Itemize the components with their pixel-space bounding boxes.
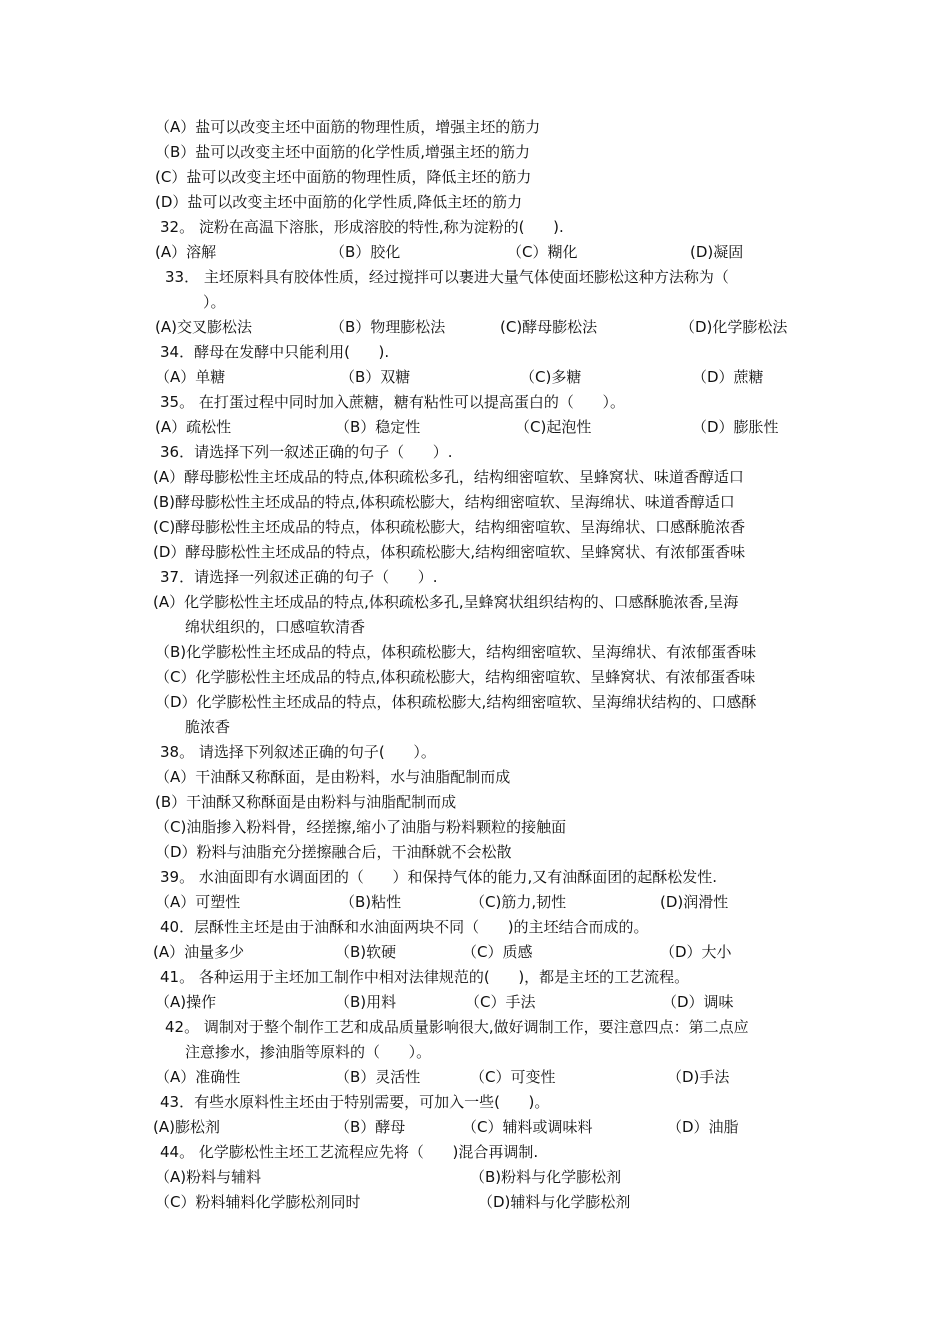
option-line: (A）化学膨松性主坯成品的特点,体积疏松多孔,呈蜂窝状组织结构的、口感酥脆浓香,呈海	[153, 593, 739, 611]
option-c: （C）可变性	[470, 1068, 556, 1086]
option-line: （D）化学膨松性主坯成品的特点，体积疏松膨大,结构细密喧软、呈海绵状结构的、口感酥	[155, 693, 757, 711]
question-stem: 38。 请选择下列叙述正确的句子( ）。	[160, 743, 436, 761]
question-stem: 44。 化学膨松性主坯工艺流程应先将（ )混合再调制.	[160, 1143, 539, 1161]
option-line: (D）酵母膨松性主坯成品的特点，体积疏松膨大,结构细密喧软、呈蜂窝状、有浓郁蛋香味	[153, 543, 746, 561]
option-a: (A）溶解	[155, 243, 217, 261]
option-d: （D）大小	[660, 943, 732, 961]
option-a: （A)操作	[155, 993, 217, 1011]
option-d: （D)化学膨松法	[680, 318, 788, 336]
option-a: (A）疏松性	[155, 418, 232, 436]
option-d: （D）调味	[662, 993, 734, 1011]
option-b: （B）双糖	[340, 368, 411, 386]
option-c: （C）糊化	[507, 243, 578, 261]
option-line: (B）干油酥又称酥面是由粉料与油脂配制而成	[155, 793, 457, 811]
question-stem: 41。 各种运用于主坯加工制作中相对法律规范的( )，都是主坯的工艺流程。	[160, 968, 690, 986]
option-c: （C）辅料或调味料	[462, 1118, 593, 1136]
question-stem: 37．请选择一列叙述正确的句子（ ）.	[160, 568, 438, 586]
question-stem: 33． 主坯原料具有胶体性质，经过搅拌可以裹进大量气体使面坯膨松这种方法称为（	[165, 268, 729, 286]
option-d: （D)手法	[667, 1068, 730, 1086]
option-b: （B）灵活性	[335, 1068, 421, 1086]
option-line: （C)油脂掺入粉料骨，经搓擦,缩小了油脂与粉料颗粒的接触面	[155, 818, 567, 836]
option-c: (C)酵母膨松法	[500, 318, 598, 336]
option-a: (A)膨松剂	[153, 1118, 220, 1136]
question-stem-cont: ）。	[203, 293, 226, 311]
option-d: （D)辅料与化学膨松剂	[478, 1193, 631, 1211]
option-line: (B)酵母膨松性主坯成品的特点,体积疏松膨大，结构细密喧软、呈海绵状、味道香醇适口	[153, 493, 735, 511]
option-a: (A）油量多少	[153, 943, 245, 961]
option-a: (A)交叉膨松法	[155, 318, 252, 336]
question-stem-cont: 注意掺水，掺油脂等原料的（ ）。	[185, 1043, 432, 1061]
option-a: （A)粉料与辅料	[155, 1168, 262, 1186]
option-line: (D）盐可以改变主坯中面筋的化学性质,降低主坯的筋力	[155, 193, 523, 211]
option-b: （B）酵母	[335, 1118, 406, 1136]
option-a: （A）准确性	[155, 1068, 241, 1086]
option-line-cont: 绵状组织的，口感喧软清香	[185, 618, 366, 636]
option-b: （B)软硬	[335, 943, 397, 961]
question-stem: 43．有些水原料性主坯由于特别需要，可加入一些( )。	[160, 1093, 550, 1111]
option-b: （B）胶化	[330, 243, 401, 261]
option-c: （C）质感	[462, 943, 533, 961]
option-line: （C）化学膨松性主坯成品的特点,体积疏松膨大，结构细密喧软、呈蜂窝状、有浓郁蛋香味	[155, 668, 756, 686]
question-stem: 35。 在打蛋过程中同时加入蔗糖，糖有粘性可以提高蛋白的（ ）。	[160, 393, 625, 411]
option-c: （C)多糖	[520, 368, 582, 386]
option-b: （B)用料	[335, 993, 397, 1011]
option-line: （D）粉料与油脂充分搓擦融合后，干油酥就不会松散	[155, 843, 512, 861]
option-line: （B)化学膨松性主坯成品的特点，体积疏松膨大，结构细密喧软、呈海绵状、有浓郁蛋香味	[155, 643, 757, 661]
option-line: （B）盐可以改变主坯中面筋的化学性质,增强主坯的筋力	[155, 143, 531, 161]
option-c: （C)筋力,韧性	[470, 893, 567, 911]
question-stem: 42。 调制对于整个制作工艺和成品质量影响很大,做好调制工作，要注意四点：第二点应	[165, 1018, 749, 1036]
option-a: （A）单糖	[155, 368, 226, 386]
option-line: （A）干油酥又称酥面，是由粉料，水与油脂配制而成	[155, 768, 511, 786]
option-line: （A）盐可以改变主坯中面筋的物理性质，增强主坯的筋力	[155, 118, 541, 136]
option-d: (D)凝固	[690, 243, 744, 261]
option-b: （B)粉料与化学膨松剂	[470, 1168, 622, 1186]
option-d: (D)润滑性	[660, 893, 729, 911]
question-stem: 34．酵母在发酵中只能利用( ).	[160, 343, 390, 361]
question-stem: 32。 淀粉在高温下溶胀，形成溶胶的特性,称为淀粉的( ).	[160, 218, 564, 236]
option-line-cont: 脆浓香	[185, 718, 231, 736]
option-b: （B）稳定性	[335, 418, 421, 436]
option-b: （B)粘性	[340, 893, 402, 911]
option-line: (C)酵母膨松性主坯成品的特点，体积疏松膨大，结构细密喧软、呈海绵状、口感酥脆浓香	[153, 518, 746, 536]
option-b: （B）物理膨松法	[330, 318, 446, 336]
question-stem: 36．请选择下列一叙述正确的句子（ ）.	[160, 443, 453, 461]
option-d: （D）蔗糖	[692, 368, 764, 386]
option-line: (A）酵母膨松性主坯成品的特点,体积疏松多孔，结构细密喧软、呈蜂窝状、味道香醇适口	[153, 468, 744, 486]
option-c: （C）粉料辅料化学膨松剂同时	[155, 1193, 361, 1211]
option-a: （A）可塑性	[155, 893, 241, 911]
option-d: （D）油脂	[667, 1118, 739, 1136]
question-stem: 40．层酥性主坯是由于油酥和水油面两块不同（ )的主坯结合而成的。	[160, 918, 649, 936]
question-stem: 39。 水油面即有水调面团的（ ）和保持气体的能力,又有油酥面团的起酥松发性.	[160, 868, 718, 886]
option-c: （C)起泡性	[515, 418, 592, 436]
option-d: （D）膨胀性	[692, 418, 779, 436]
option-line: (C）盐可以改变主坯中面筋的物理性质，降低主坯的筋力	[155, 168, 532, 186]
option-c: （C）手法	[465, 993, 536, 1011]
